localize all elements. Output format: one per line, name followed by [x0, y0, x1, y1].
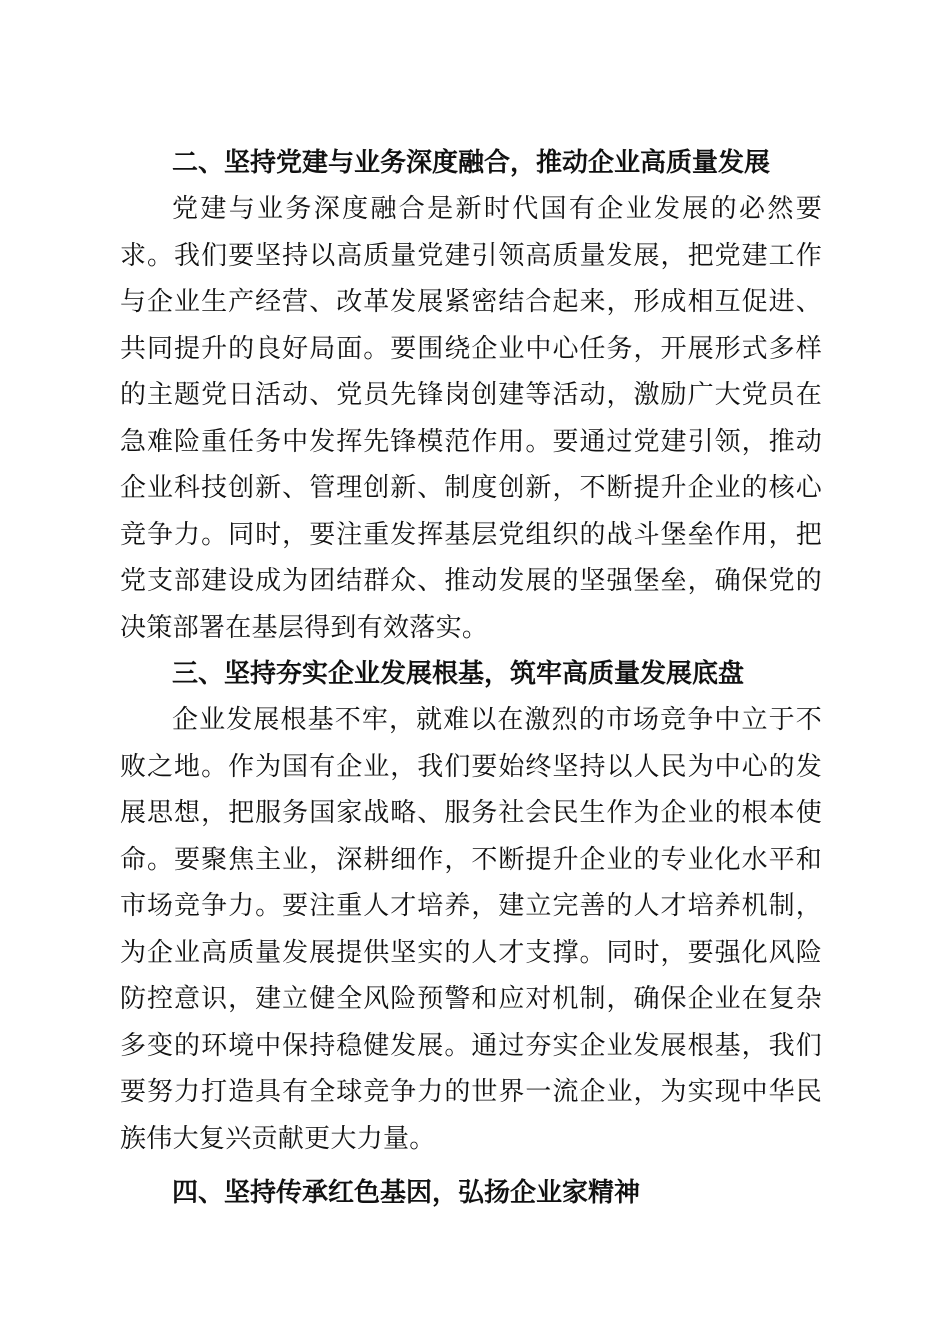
section-heading-2: 二、坚持党建与业务深度融合，推动企业高质量发展	[172, 148, 771, 178]
document-page	[120, 140, 822, 1216]
section-heading-3: 三、坚持夯实企业发展根基，筑牢高质量发展底盘	[172, 659, 745, 689]
section-paragraph-2: 党建与业务深度融合是新时代国有企业发展的必然要求。我们要坚持以高质量党建引领高质量发展，把党建工作与企业生产经营、改革发展紧密结合起来，形成相互促进、共同提升的良好局面。要围绕企业中心任务，开展形式多样的主题党日活动、党员先锋岗创建等活动，激励广大党员在急难险重任务中发挥先锋模范作用。要通过党建引领，推动企业科技创新、管理创新、制度创新，不断提升企业的核心竞争力。同时，要注重发挥基层党组织的战斗堡垒作用，把党支部建设成为团结群众、推动发展的坚强堡垒，确保党的决策部署在基层得到有效落实。	[120, 194, 822, 643]
section-heading-4: 四、坚持传承红色基因，弘扬企业家精神	[172, 1178, 641, 1208]
section-paragraph-3: 企业发展根基不牢，就难以在激烈的市场竞争中立于不败之地。作为国有企业，我们要始终坚持以人民为中心的发展思想，把服务国家战略、服务社会民生作为企业的根本使命。要聚焦主业，深耕细作，不断提升企业的专业化水平和市场竞争力。要注重人才培养，建立完善的人才培养机制，为企业高质量发展提供坚实的人才支撑。同时，要强化风险防控意识，建立健全风险预警和应对机制，确保企业在复杂多变的环境中保持稳健发展。通过夯实企业发展根基，我们要努力打造具有全球竞争力的世界一流企业，为实现中华民族伟大复兴贡献更大力量。	[120, 705, 822, 1154]
